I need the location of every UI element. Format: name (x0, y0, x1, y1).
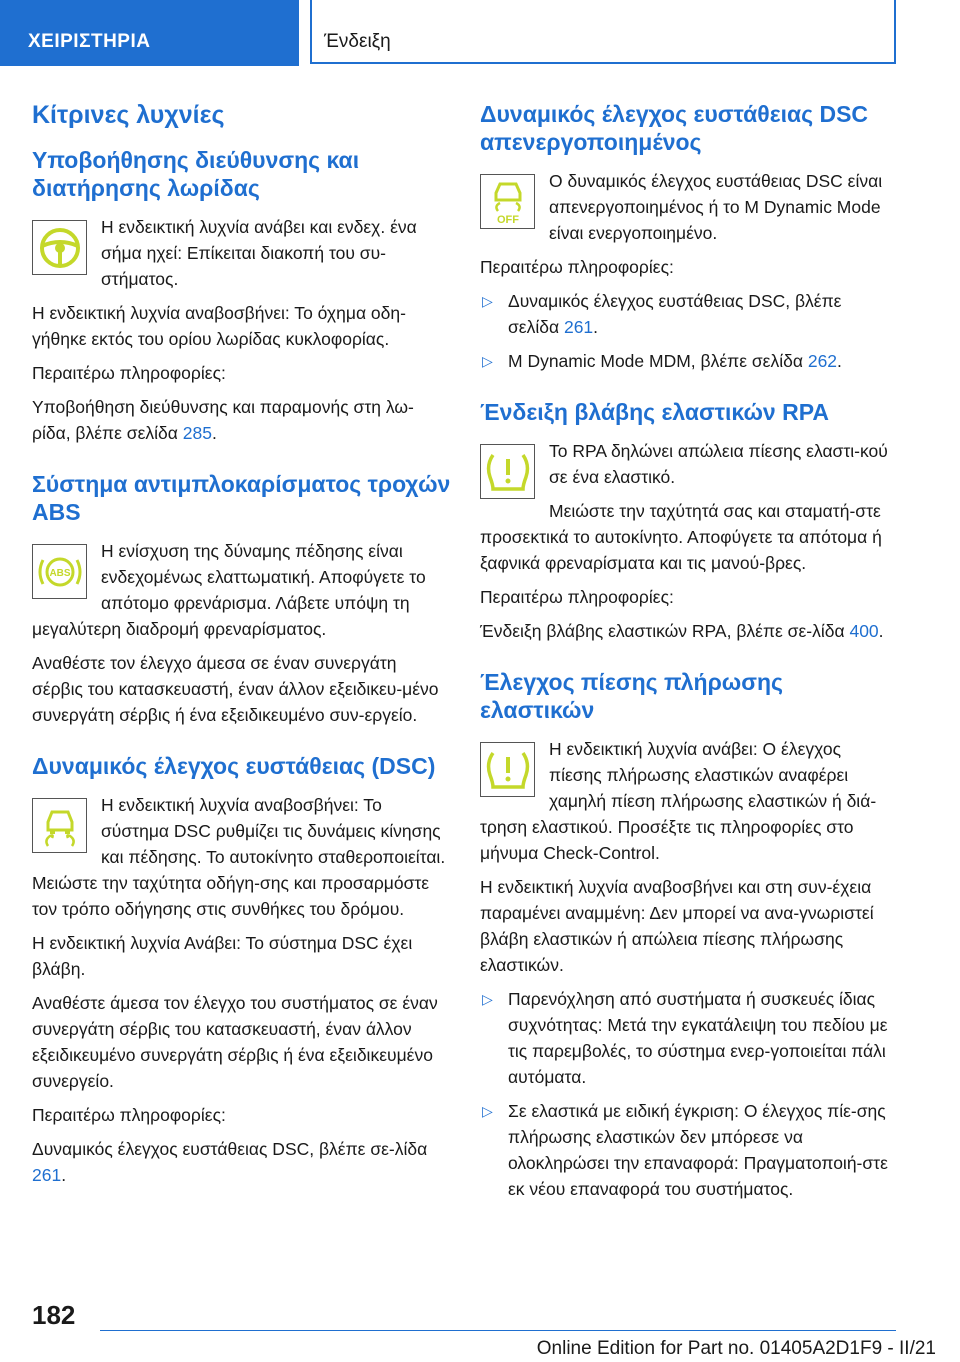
page-link-261[interactable]: 261 (563, 317, 594, 337)
dsc-off-text-1: Ο δυναμικός έλεγχος ευστάθειας DSC είναι απενεργοποιημένος ή το M Dynamic Mode είναι ενεργοποιημένο. (549, 171, 883, 243)
dsc-off-icon (480, 174, 535, 229)
dsc-off-list (480, 288, 896, 374)
steering-text-4: Υποβοήθηση διεύθυνσης και παραμονής στη λω-ρίδα, βλέπε σελίδα 285. (32, 397, 414, 443)
triangle-bullet-icon: ▷ (482, 293, 493, 309)
dsc-off-text-2: Περαιτέρω πληροφορίες: (480, 257, 674, 277)
dsc-off-heading: Δυναμικός έλεγχος ευστάθειας DSC απενεργοποιημένος (480, 101, 869, 155)
steering-heading: Υποβοήθησης διεύθυνσης και διατήρησης λωρίδας (32, 147, 360, 201)
pressure-text-2: Η ενδεικτική λυχνία αναβοσβήνει και στη συν-έχεια παραμένει αναμμένη: Δεν μπορεί να ανα-γνωριστεί βλάβη ελαστικών ή απώλεια πίεσης πλήρωσης ελαστικών. (480, 877, 874, 975)
pressure-list (480, 986, 896, 1202)
dsc-text-5: Δυναμικός έλεγχος ευστάθειας DSC, βλέπε σε-λίδα 261. (32, 1139, 428, 1185)
left-column (32, 100, 452, 1196)
triangle-bullet-icon: ▷ (482, 353, 493, 369)
list-item: ▷ Παρενόχληση από συστήματα ή συσκευές ίδιας συχνότητας: Μετά την εγκατάλειψη του πεδίου με τις παρεμβολές, το σύστημα ενερ-γοποιείται πάλι αυτόματα. (480, 986, 896, 1090)
steering-text-3: Περαιτέρω πληροφορίες: (32, 363, 226, 383)
rpa-block (480, 438, 896, 584)
dsc-off-block (480, 168, 896, 254)
edition-text: Online Edition for Part no. 01405A2D1F9 - II/21 (536, 1338, 936, 1359)
page-link-261[interactable]: 261 (32, 1165, 62, 1185)
chapter-tab[interactable]: ΧΕΙΡΙΣΤΗΡΙΑ (0, 0, 299, 66)
page-link-262[interactable]: 262 (807, 351, 838, 371)
abs-heading: Σύστημα αντιμπλοκαρίσματος τροχών ABS (32, 471, 451, 525)
abs-text-1: Η ενίσχυση της δύναμης πέδησης είναι ενδεχομένως ελαττωματική. Αποφύγετε το απότομο φρενάρισμα. Λάβετε υπόψη τη μεγαλύτερη διαδρομή φρεναρίσματος. (32, 541, 426, 639)
steering-text-1: Η ενδεικτική λυχνία ανάβει και ενδεχ. ένα σήμα ηχεί: Επίκειται διακοπή του συ-στήματος. (101, 217, 417, 289)
rpa-text-4: Ένδειξη βλάβης ελαστικών RPA, βλέπε σε-λίδα 400. (480, 621, 884, 641)
section-tab[interactable]: Ένδειξη (310, 0, 896, 64)
triangle-bullet-icon: ▷ (482, 991, 493, 1007)
list-item: ▷ Σε ελαστικά με ειδική έγκριση: Ο έλεγχος πίε-σης πλήρωσης ελαστικών δεν μπόρεσε να ολοκληρώσει την επαναφορά: Πραγματοποιή-στε εκ νέου επαναφορά του συστήματος. (480, 1098, 896, 1202)
page-footer (0, 1290, 960, 1362)
page-link-400[interactable]: 400 (849, 621, 879, 641)
steering-text-2: Η ενδεικτική λυχνία αναβοσβήνει: Το όχημα οδη-γήθηκε εκτός του ορίου λωρίδας κυκλοφορίας. (32, 303, 406, 349)
right-column (480, 100, 896, 1210)
dsc-block (32, 792, 452, 930)
list-item: ▷ M Dynamic Mode MDM, βλέπε σελίδα 262. (480, 348, 896, 374)
dsc-text-1: Η ενδεικτική λυχνία αναβοσβήνει: Το σύστημα DSC ρυθμίζει τις δυνάμεις κίνησης και πέδησης. Το αυτοκίνητο σταθεροποιείται. Μειώστε την ταχύτητα οδήγη-σης και προσαρμόστε τον τρόπο οδήγησης στις συνθήκες του δρόμου. (32, 795, 446, 919)
triangle-bullet-icon: ▷ (482, 1103, 493, 1119)
pressure-heading: Έλεγχος πίεσης πλήρωσης ελαστικών (480, 669, 783, 723)
dsc-text-3: Αναθέστε άμεσα τον έλεγχο του συστήματος σε έναν συνεργάτη σέρβις του κατασκευαστή, έναν άλλον εξειδικευμένο συνεργάτη σέρβις ή ένα εξειδικευμένο συνεργείο. (32, 993, 438, 1091)
page-title: Κίτρινες λυχνίες (32, 101, 225, 129)
dsc-skid-icon (32, 798, 87, 853)
tire-pressure-warning-icon (480, 742, 535, 797)
footer-divider (100, 1330, 896, 1331)
page-number: 182 (32, 1300, 76, 1330)
pressure-text-1: Η ενδεικτική λυχνία ανάβει: Ο έλεγχος πίεσης πλήρωσης ελαστικών αναφέρει χαμηλή πίεση πλήρωσης ελαστικών ή διά-τρηση ελαστικού. Προσέξτε τις πληροφορίες στο μήνυμα Check-Control. (480, 739, 877, 863)
abs-block (32, 538, 452, 650)
abs-warning-icon (32, 544, 87, 599)
rpa-text-3: Περαιτέρω πληροφορίες: (480, 587, 674, 607)
steering-wheel-icon (32, 220, 87, 275)
dsc-text-2: Η ενδεικτική λυχνία Ανάβει: Το σύστημα DSC έχει βλάβη. (32, 933, 413, 979)
page-link-285[interactable]: 285 (182, 423, 212, 443)
list-item: ▷ Δυναμικός έλεγχος ευστάθειας DSC, βλέπε σελίδα 261. (480, 288, 896, 340)
abs-text-2: Αναθέστε τον έλεγχο άμεσα σε έναν συνεργάτη σέρβις του κατασκευαστή, έναν άλλον εξειδικευ-μένο συνεργάτη σέρβις ή ένα εξειδικευμένο συν-εργείο. (32, 653, 439, 725)
rpa-heading: Ένδειξη βλάβης ελαστικών RPA (480, 399, 829, 425)
rpa-text-2: Μειώστε την ταχύτητά σας και σταματή-στε προσεκτικά το αυτοκίνητο. Αποφύγετε τα απότομα ή ξαφνικά φρεναρίσματα και τις μανού-βρες. (480, 501, 882, 573)
tire-warning-icon (480, 444, 535, 499)
dsc-off-icon-text: OFF (496, 213, 519, 225)
dsc-text-4: Περαιτέρω πληροφορίες: (32, 1105, 226, 1125)
abs-icon-text: ABS (48, 567, 71, 579)
page-header (0, 0, 960, 66)
steering-block (32, 214, 452, 300)
dsc-heading: Δυναμικός έλεγχος ευστάθειας (DSC) (32, 753, 436, 779)
pressure-block (480, 736, 896, 874)
rpa-text-1: Το RPA δηλώνει απώλεια πίεσης ελαστι-κού σε ένα ελαστικό. (549, 441, 888, 487)
